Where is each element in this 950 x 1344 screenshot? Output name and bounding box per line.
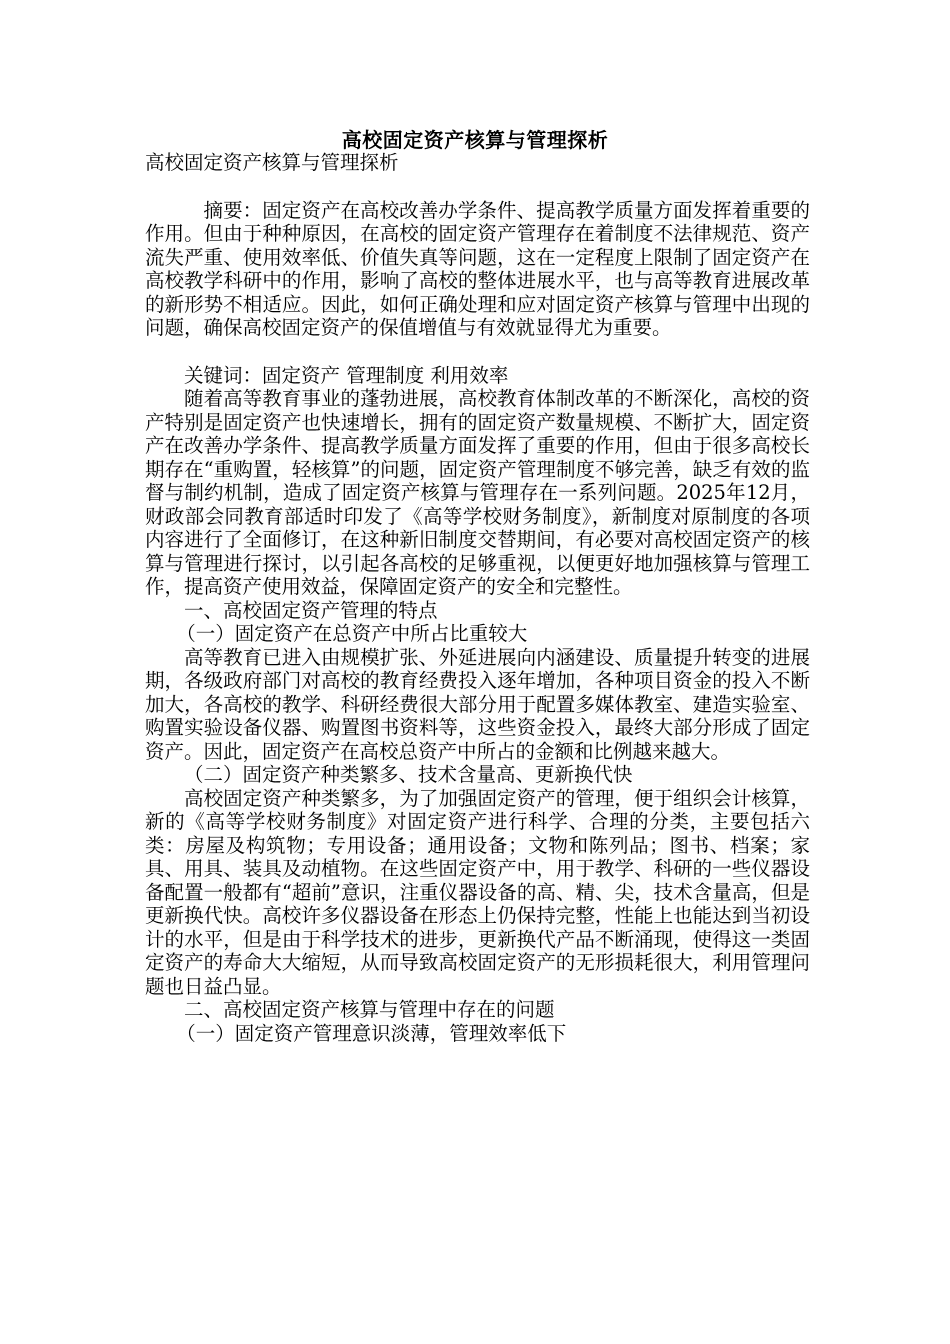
- abstract-paragraph: 摘要：固定资产在高校改善办学条件、提高教学质量方面发挥着重要的作用。但由于种种原因，在高校的固定资产管理存在着制度不法律规范、资产流失严重、使用效率低、价值失真等问题，这在一定程度上限制了固定资产在高校教学科研中的作用，影响了高校的整体进展水平，也与高等教育进展改革的新形势不相适应。因此，如何正确处理和应对固定资产核算与管理中出现的问题，确保高校固定资产的保值增值与有效就显得尤为重要。: [145, 198, 810, 339]
- subsection-heading-2-1: （一）固定资产管理意识淡薄，管理效率低下: [176, 1021, 567, 1045]
- spacer: [145, 175, 810, 199]
- document-body: [145, 151, 810, 1045]
- intro-paragraph: 随着高等教育事业的蓬勃进展，高校教育体制改革的不断深化，高校的资产特别是固定资产也快速增长，拥有的固定资产数量规模、不断扩大，固定资产在改善办学条件、提高教学质量方面发挥了重要的作用，但由于很多高校长期存在“重购置，轻核算”的问题，固定资产管理制度不够完善，缺乏有效的监督与制约机制，造成了固定资产核算与管理存在一系列问题。2025年12月，财政部会同教育部适时印发了《高等学校财务制度》，新制度对原制度的各项内容进行了全面修订，在这种新旧制度交替期间，有必要对高校固定资产的核算与管理进行探讨，以引起各高校的足够重视，以便更好地加强核算与管理工作，提高资产使用效益，保障固定资产的安全和完整性。: [145, 387, 810, 598]
- keywords-line: 关键词：固定资产 管理制度 利用效率: [184, 363, 509, 387]
- section-heading-2: 二、高校固定资产核算与管理中存在的问题: [184, 998, 555, 1021]
- subsection-heading-1-1: （一）固定资产在总资产中所占比重较大: [176, 622, 528, 645]
- document-subtitle: 高校固定资产核算与管理探析: [145, 151, 399, 174]
- body-paragraph-1-2: 高校固定资产种类繁多，为了加强固定资产的管理，便于组织会计核算，新的《高等学校财务制度》对固定资产进行科学、合理的分类，主要包括六类：房屋及构筑物；专用设备；通用设备；文物和陈列品；图书、档案；家具、用具、装具及动植物。在这些固定资产中，用于教学、科研的一些仪器设备配置一般都有“超前”意识，注重仪器设备的高、精、尖，技术含量高，但是更新换代快。高校许多仪器设备在形态上仍保持完整，性能上也能达到当初设计的水平，但是由于科学技术的进步，更新换代产品不断涌现，使得这一类固定资产的寿命大大缩短，从而导致高校固定资产的无形损耗很大，利用管理问题也日益凸显。: [145, 786, 810, 998]
- section-heading-1: 一、高校固定资产管理的特点: [184, 598, 438, 622]
- body-paragraph-1-1: 高等教育已进入由规模扩张、外延进展向内涵建设、质量提升转变的进展期，各级政府部门对高校的教育经费投入逐年增加，各种项目资金的投入不断加大，各高校的教学、科研经费很大部分用于配置多媒体教室、建造实验室、购置实验设备仪器、购置图书资料等，这些资金投入，最终大部分形成了固定资产。因此，固定资产在高校总资产中所占的金额和比例越来越大。: [145, 645, 810, 763]
- document-title: 高校固定资产核算与管理探析: [341, 128, 609, 152]
- subsection-heading-1-2: （二）固定资产种类繁多、技术含量高、更新换代快: [184, 763, 633, 786]
- spacer: [145, 340, 810, 364]
